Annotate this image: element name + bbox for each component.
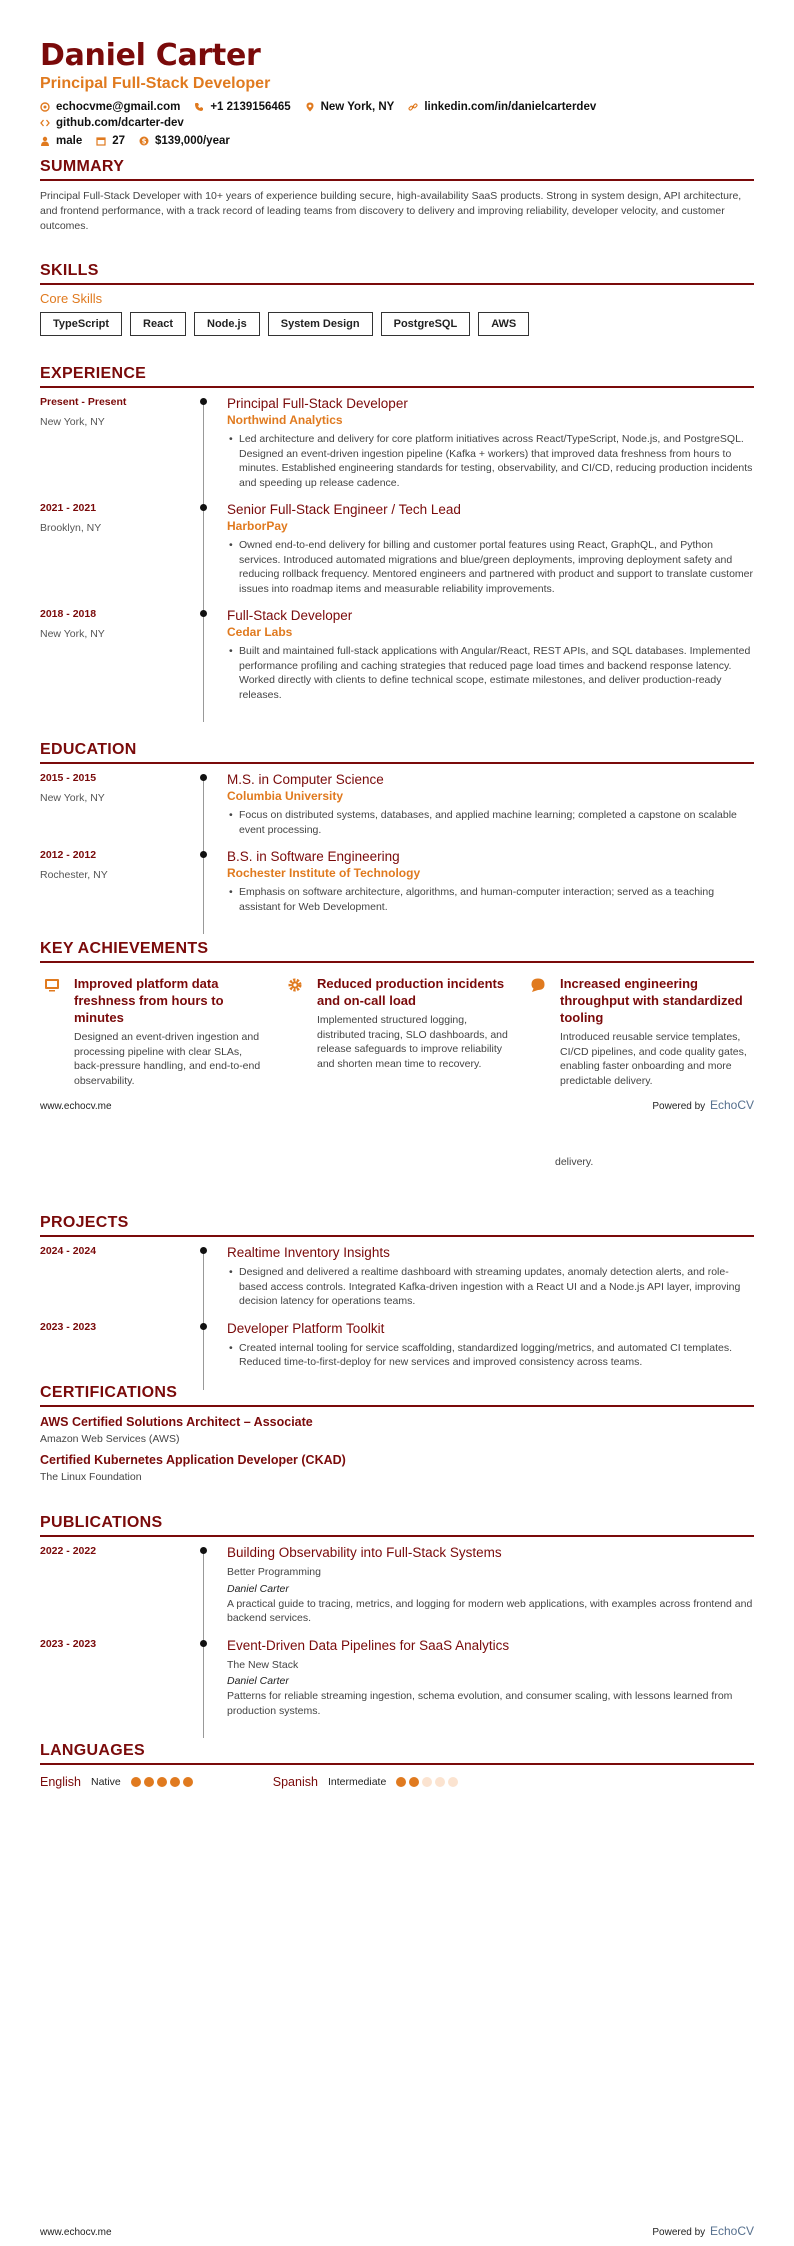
resume-page-1 [0,0,794,1118]
experience-section [40,365,754,714]
rating-dot-empty [448,1777,458,1787]
projects-section [40,1214,754,1382]
timeline-dot [200,1547,207,1554]
entry-role: Senior Full-Stack Engineer / Tech Lead [227,502,461,517]
publication-entry [40,1638,754,1731]
entry-date: 2018 - 2018 [40,608,97,620]
skill-tag: System Design [268,312,373,336]
timeline-line [203,1549,204,1646]
education-heading: EDUCATION [40,741,754,764]
project-entry [40,1321,754,1382]
timeline-dot [200,398,207,405]
candidate-title: Principal Full-Stack Developer [40,75,271,92]
contact-github[interactable] [40,117,184,129]
timeline-dot [200,610,207,617]
entry-date: 2021 - 2021 [40,502,97,514]
timeline-line [203,776,204,857]
entry-company: HarborPay [227,519,288,533]
achievements-section [40,940,754,1088]
achievement-title: Increased engineering throughput with standardized tooling [560,976,743,1025]
certification-name: Certified Kubernetes Application Developer (CKAD) [40,1453,346,1467]
gender-text: male [56,135,83,147]
contact-linkedin[interactable] [408,101,596,113]
publication-author: Daniel Carter [227,1675,289,1687]
skills-section [40,262,754,336]
location-text: New York, NY [320,101,395,113]
certifications-heading: CERTIFICATIONS [40,1384,754,1407]
education-entry [40,772,754,849]
experience-heading: EXPERIENCE [40,365,754,388]
salary-icon [139,136,149,146]
phone-icon [194,102,204,112]
rating-dot-filled [144,1777,154,1787]
language-name: English [40,1775,81,1789]
email-icon [40,102,50,112]
entry-location: New York, NY [40,792,105,804]
publication-title: Building Observability into Full-Stack Systems [227,1545,502,1560]
timeline-dot [200,504,207,511]
language-level: Native [91,1776,121,1788]
entry-description: • Emphasis on software architecture, algorithms, and human-computer interaction; served as a teaching assistant for Web Development. [227,885,754,914]
entry-degree: B.S. in Software Engineering [227,849,400,864]
languages-list [40,1775,754,1789]
entry-date: 2022 - 2022 [40,1545,97,1557]
education-section [40,741,754,926]
publications-timeline [40,1545,754,1730]
candidate-name: Daniel Carter [40,38,261,73]
summary-section [40,158,754,234]
entry-company: Cedar Labs [227,625,293,639]
powered-by-label: Powered by [652,2227,706,2238]
publication-publisher: The New Stack [227,1658,299,1671]
achievement-card [283,975,510,1088]
contact-email[interactable] [40,101,180,113]
timeline-dot [200,851,207,858]
achievement-title: Improved platform data freshness from hours to minutes [74,976,224,1025]
monitor-icon [44,977,60,993]
achievement-description: Introduced reusable service templates, CI/CD pipelines, and code quality gates, enabling faster onboarding and more predictable delivery. [560,1031,747,1087]
experience-entry [40,396,754,502]
rating-dot-filled [170,1777,180,1787]
publication-title: Event-Driven Data Pipelines for SaaS Analytics [227,1637,510,1653]
entry-company: Northwind Analytics [227,413,343,427]
timeline-line [203,1325,204,1390]
entry-school: Columbia University [227,789,344,803]
entry-role: Principal Full-Stack Developer [227,396,408,411]
language-level: Intermediate [327,1776,387,1788]
salary-text: $139,000/year [155,135,230,147]
projects-heading: PROJECTS [40,1214,754,1237]
personal-salary [139,135,230,147]
publication-publisher: Better Programming [227,1566,321,1578]
summary-text: Principal Full-Stack Developer with 10+ years of experience building secure, high-availability SaaS products. Strong in system design, API architecture, and frontend performance, with a track record of leading teams from discovery to delivery and improving reliability, developer velocity, and customer outcomes. [40,190,742,232]
timeline-line [203,612,204,722]
languages-heading: LANGUAGES [40,1742,754,1765]
svg-text:$: $ [141,137,147,146]
certification-name: AWS Certified Solutions Architect – Associate [40,1415,313,1429]
education-timeline [40,772,754,926]
link-icon [408,102,418,112]
email-text: echocvme@gmail.com [56,101,181,113]
personal-gender [40,135,82,147]
rating-dot-filled [396,1777,406,1787]
experience-entry [40,502,754,608]
certification-issuer: Amazon Web Services (AWS) [40,1433,180,1445]
skills-heading: SKILLS [40,262,754,285]
page-footer [40,1098,754,1112]
skill-tag: TypeScript [40,312,122,336]
entry-degree: M.S. in Computer Science [227,772,384,787]
rating-dot-filled [409,1777,419,1787]
language-name: Spanish [272,1775,318,1789]
person-icon [40,136,50,146]
timeline-dot [200,774,207,781]
rating-dot-empty [435,1777,445,1787]
age-text: 27 [112,135,126,147]
entry-location: New York, NY [40,628,105,640]
rating-dot-filled [131,1777,141,1787]
linkedin-text: linkedin.com/in/danielcarterdev [424,101,597,113]
education-entry [40,849,754,926]
project-description: • Designed and delivered a realtime dashboard with streaming updates, anomaly detection alerts, and role-based access controls. Integrated Kafka-driven ingestion with a React UI and a Node.js API layer, improving decision latency for operations teams. [227,1265,754,1309]
footer-powered-by [652,2224,754,2238]
entry-location: New York, NY [40,416,105,428]
rating-dot-empty [422,1777,432,1787]
brand-logo[interactable]: EchoCV [709,1098,754,1112]
resume-page-2 [0,1128,794,2246]
page-footer [40,2224,754,2238]
achievement-card [40,975,267,1088]
phone-text: +1 2139156465 [210,101,291,113]
entry-description: • Built and maintained full-stack applications with Angular/React, REST APIs, and SQL databases. Implemented performance profiling and caching strategies that reduced page load times and backend response latency. Worked directly with clients to define technical scope, estimate milestones, and deliver production-ready releases. [227,644,754,702]
code-icon [40,118,50,128]
powered-by-label: Powered by [652,1101,706,1112]
entry-date: 2024 - 2024 [40,1245,97,1257]
brand-logo[interactable]: EchoCV [709,2224,754,2238]
footer-site-link[interactable]: www.echocv.me [40,2227,112,2238]
location-icon [305,102,315,112]
personal-age [96,135,125,147]
calendar-icon [96,136,106,146]
entry-date: 2023 - 2023 [40,1637,97,1650]
rating-dot-filled [157,1777,167,1787]
language-item [40,1775,193,1789]
resume-header [40,38,754,147]
github-text: github.com/dcarter-dev [56,117,184,129]
entry-date: 2015 - 2015 [40,772,97,784]
achievement-description: Designed an event-driven ingestion and processing pipeline with clear SLAs, back-pressure handling, and end-to-end observability. [74,1031,261,1087]
footer-powered-by [652,1098,754,1112]
publications-heading: PUBLICATIONS [40,1514,754,1537]
entry-location: Rochester, NY [40,869,108,881]
entry-date: 2012 - 2012 [40,849,97,861]
project-name: Developer Platform Toolkit [227,1320,385,1336]
achievement-overflow-tail: delivery. [555,1156,594,1168]
project-name: Realtime Inventory Insights [227,1245,390,1260]
project-entry [40,1245,754,1321]
personal-row [40,135,754,147]
achievement-description: Implemented structured logging, distributed tracing, SLO dashboards, and release safeguards to improve reliability and shorten mean time to recovery. [317,1014,508,1070]
projects-timeline [40,1245,754,1382]
entry-description: • Focus on distributed systems, databases, and applied machine learning; completed a capstone on scalable event processing. [227,808,754,837]
publication-description: A practical guide to tracing, metrics, and logging for modern web applications, with examples across frontend and backend services. [227,1597,753,1624]
chat-icon [530,977,546,993]
skills-list [40,312,754,336]
languages-section [40,1742,754,1789]
entry-date: 2023 - 2023 [40,1320,97,1333]
entry-school: Rochester Institute of Technology [227,866,421,880]
certification-issuer: The Linux Foundation [40,1471,142,1483]
skill-tag: AWS [478,312,529,336]
gear-icon [287,977,303,993]
language-rating [396,1777,458,1787]
achievement-title: Reduced production incidents and on-call load [317,976,505,1008]
skills-group-title: Core Skills [40,291,103,306]
entry-role: Full-Stack Developer [227,608,353,623]
language-item [273,1775,459,1789]
timeline-dot [200,1247,207,1254]
timeline-dot [200,1323,207,1330]
footer-site-link[interactable]: www.echocv.me [40,1101,112,1112]
language-rating [131,1777,193,1787]
achievements-heading: KEY ACHIEVEMENTS [40,940,754,963]
certifications-section [40,1384,754,1483]
contact-phone[interactable] [194,101,290,113]
entry-description: • Owned end-to-end delivery for billing and customer portal features using React, GraphQL, and Python services. Introduced automated migrations and blue/green deployments, improving deployment safety and reducing rollback frequency. Mentored engineers and partnered with product and support to translate customer issues into roadmap items and measurable reliability improvements. [227,538,754,596]
publication-author: Daniel Carter [227,1582,289,1595]
experience-timeline [40,396,754,714]
publications-section [40,1514,754,1730]
summary-heading: SUMMARY [40,158,754,181]
experience-entry [40,608,754,714]
publication-description: Patterns for reliable streaming ingestion, schema evolution, and consumer scaling, with lessons learned from production systems. [227,1690,733,1717]
skill-tag: React [130,312,186,336]
entry-location: Brooklyn, NY [40,522,102,534]
entry-description: • Led architecture and delivery for core platform initiatives across React/TypeScript, Node.js, and PostgreSQL. Designed an event-driven ingestion pipeline (Kafka + workers) that improved data freshness from hours to minutes. Established engineering standards for testing, observability, and CI/CD, reducing production incidents and speeding up release cadence. [227,432,754,490]
achievements-list [40,975,754,1088]
timeline-line [203,1249,204,1329]
timeline-line [203,853,204,934]
timeline-line [203,506,204,616]
skill-tag: Node.js [194,312,260,336]
rating-dot-filled [183,1777,193,1787]
contact-row [40,101,754,129]
skill-tag: PostgreSQL [381,312,471,336]
timeline-dot [200,1640,207,1647]
contact-location [305,101,395,113]
entry-date: Present - Present [40,396,127,408]
publication-entry [40,1545,754,1638]
timeline-line [203,400,204,510]
project-description: • Created internal tooling for service scaffolding, standardized logging/metrics, and automated CI templates. Reduced time-to-first-deploy for new services and improved consistency across teams. [227,1341,754,1370]
timeline-line [203,1642,204,1739]
achievement-card [526,975,753,1088]
